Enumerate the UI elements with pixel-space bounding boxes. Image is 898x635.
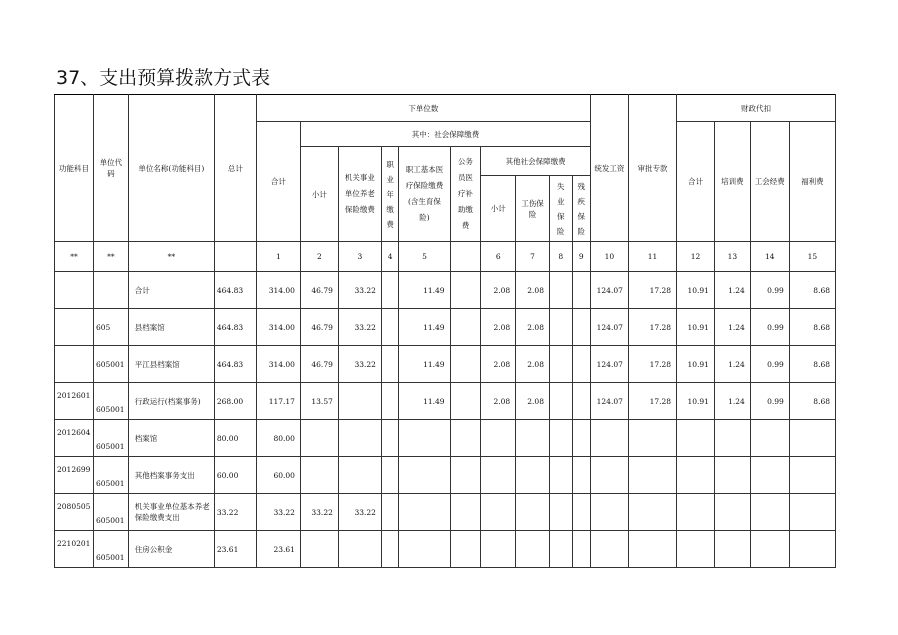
cell-c4 [381, 309, 398, 346]
header-other-ss: 其他社会保障缴费 [481, 147, 591, 176]
cell-c2: 13.57 [300, 383, 338, 420]
cell-c13: 1.24 [714, 346, 750, 383]
cell-c7 [516, 494, 550, 531]
index-cell: 11 [628, 242, 676, 272]
cell-c15: 8.68 [789, 383, 835, 420]
header-ss-subtotal: 小计 [300, 147, 338, 242]
header-social-security: 其中：社会保障缴费 [300, 122, 590, 147]
cell-c9 [572, 531, 590, 568]
cell-c11: 17.28 [628, 346, 676, 383]
header-annuity: 职业年缴费 [381, 147, 398, 242]
cell-unit [93, 272, 128, 309]
cell-total: 464.83 [214, 272, 256, 309]
cell-c12: 10.91 [677, 272, 715, 309]
header-training: 培训费 [714, 122, 750, 242]
cell-c2 [300, 457, 338, 494]
header-injury: 工伤保险 [516, 176, 550, 242]
index-cell: 6 [481, 242, 516, 272]
cell-c3: 33.22 [338, 309, 381, 346]
cell-c10 [590, 531, 628, 568]
index-cell: 10 [590, 242, 628, 272]
cell-c6 [481, 531, 516, 568]
cell-c7: 2.08 [516, 346, 550, 383]
index-cell: 13 [714, 242, 750, 272]
cell-unit: 605001 [93, 457, 128, 494]
cell-name: 档案馆 [128, 420, 214, 457]
cell-c8 [549, 346, 572, 383]
cell-c13 [714, 531, 750, 568]
index-row [55, 242, 836, 272]
cell-c6: 2.08 [481, 272, 516, 309]
cell-c4 [381, 272, 398, 309]
index-cell: ** [128, 242, 214, 272]
cell-c9 [572, 420, 590, 457]
cell-c1: 117.17 [256, 383, 300, 420]
cell-func [55, 309, 94, 346]
cell-c14 [750, 420, 789, 457]
table-row [55, 494, 836, 531]
cell-c3 [338, 420, 381, 457]
cell-cx [450, 346, 481, 383]
cell-c3: 33.22 [338, 494, 381, 531]
cell-func [55, 346, 94, 383]
cell-c8 [549, 457, 572, 494]
cell-total: 464.83 [214, 346, 256, 383]
cell-func: 2210201 [55, 531, 94, 568]
header-welfare: 福利费 [789, 122, 835, 242]
cell-c10: 124.07 [590, 383, 628, 420]
page-title: 37、支出预算拨款方式表 [56, 67, 271, 89]
cell-c10: 124.07 [590, 346, 628, 383]
cell-c7 [516, 420, 550, 457]
cell-cx [450, 383, 481, 420]
cell-name: 机关事业单位基本养老保险缴费支出 [128, 494, 214, 531]
cell-func [55, 272, 94, 309]
cell-c6 [481, 494, 516, 531]
cell-unit: 605001 [93, 420, 128, 457]
index-cell: 1 [256, 242, 300, 272]
cell-c6: 2.08 [481, 383, 516, 420]
cell-c15 [789, 457, 835, 494]
cell-c3: 33.22 [338, 272, 381, 309]
cell-total: 268.00 [214, 383, 256, 420]
cell-c1: 80.00 [256, 420, 300, 457]
cell-c10 [590, 494, 628, 531]
cell-c12: 10.91 [677, 383, 715, 420]
cell-c1: 314.00 [256, 309, 300, 346]
table-row [55, 420, 836, 457]
header-medical: 职工基本医疗保险缴费(含生育保险) [399, 147, 450, 242]
cell-c8 [549, 494, 572, 531]
cell-c12 [677, 457, 715, 494]
index-cell: 14 [750, 242, 789, 272]
cell-c8 [549, 531, 572, 568]
cell-c5 [399, 457, 450, 494]
cell-c1: 314.00 [256, 346, 300, 383]
cell-c12: 10.91 [677, 346, 715, 383]
header-total: 总计 [214, 95, 256, 242]
header-unemployment: 失业保险 [549, 176, 572, 242]
cell-c10: 124.07 [590, 309, 628, 346]
header-lower-unit: 下单位数 [256, 95, 590, 122]
header-func-code: 功能科目 [55, 95, 94, 242]
cell-c11 [628, 494, 676, 531]
cell-name: 行政运行(档案事务) [128, 383, 214, 420]
cell-name: 县档案馆 [128, 309, 214, 346]
cell-unit: 605 [93, 309, 128, 346]
cell-c13 [714, 420, 750, 457]
index-cell: 5 [399, 242, 450, 272]
cell-c15 [789, 531, 835, 568]
header-unit-code: 单位代码 [93, 95, 128, 242]
cell-c2: 46.79 [300, 346, 338, 383]
cell-c6 [481, 420, 516, 457]
cell-c14 [750, 494, 789, 531]
header-fiscal: 财政代扣 [677, 95, 836, 122]
cell-total: 23.61 [214, 531, 256, 568]
header-disability: 残疾保险 [572, 176, 590, 242]
cell-c8 [549, 309, 572, 346]
table-body [55, 272, 836, 568]
table-row [55, 457, 836, 494]
cell-total: 464.83 [214, 309, 256, 346]
cell-func: 2080505 [55, 494, 94, 531]
cell-c1: 33.22 [256, 494, 300, 531]
cell-c3: 33.22 [338, 346, 381, 383]
cell-c7 [516, 531, 550, 568]
cell-c1: 60.00 [256, 457, 300, 494]
cell-name: 平江县档案馆 [128, 346, 214, 383]
cell-c14 [750, 531, 789, 568]
index-cell: ** [55, 242, 94, 272]
cell-c10 [590, 420, 628, 457]
index-cell: 9 [572, 242, 590, 272]
cell-c4 [381, 457, 398, 494]
cell-cx [450, 531, 481, 568]
cell-cx [450, 272, 481, 309]
cell-unit: 605001 [93, 383, 128, 420]
index-cell [214, 242, 256, 272]
cell-c2: 33.22 [300, 494, 338, 531]
cell-c12 [677, 494, 715, 531]
cell-c6: 2.08 [481, 309, 516, 346]
index-cell: 8 [549, 242, 572, 272]
header-pension: 机关事业单位养老保险缴费 [338, 147, 381, 242]
cell-c11 [628, 531, 676, 568]
cell-cx [450, 494, 481, 531]
cell-c12 [677, 420, 715, 457]
header-unit-name: 单位名称(功能科目) [128, 95, 214, 242]
cell-cx [450, 309, 481, 346]
table-row [55, 383, 836, 420]
cell-c7: 2.08 [516, 272, 550, 309]
cell-c2: 46.79 [300, 272, 338, 309]
cell-c7: 2.08 [516, 309, 550, 346]
cell-c5 [399, 494, 450, 531]
cell-c12: 10.91 [677, 309, 715, 346]
table-row [55, 272, 836, 309]
cell-c11: 17.28 [628, 309, 676, 346]
index-cell: 2 [300, 242, 338, 272]
cell-c6 [481, 457, 516, 494]
cell-c11 [628, 457, 676, 494]
index-cell: 7 [516, 242, 550, 272]
header-union: 工会经费 [750, 122, 789, 242]
cell-name: 其他档案事务支出 [128, 457, 214, 494]
cell-c10 [590, 457, 628, 494]
cell-c3 [338, 531, 381, 568]
header-lower-total: 合计 [256, 122, 300, 242]
cell-c5 [399, 531, 450, 568]
cell-c2: 46.79 [300, 309, 338, 346]
cell-c9 [572, 457, 590, 494]
cell-c14: 0.99 [750, 346, 789, 383]
cell-c13: 1.24 [714, 272, 750, 309]
cell-c15 [789, 494, 835, 531]
cell-total: 33.22 [214, 494, 256, 531]
header-other-subtotal: 小计 [481, 176, 516, 242]
cell-c5: 11.49 [399, 383, 450, 420]
cell-c9 [572, 383, 590, 420]
cell-c5: 11.49 [399, 346, 450, 383]
budget-table [54, 94, 836, 568]
cell-func: 2012601 [55, 383, 94, 420]
cell-cx [450, 420, 481, 457]
cell-c4 [381, 383, 398, 420]
cell-c8 [549, 383, 572, 420]
cell-c14 [750, 457, 789, 494]
header-civil-medical: 公务员医疗补助缴费 [450, 147, 481, 242]
cell-func: 2012604 [55, 420, 94, 457]
cell-c9 [572, 309, 590, 346]
cell-c8 [549, 420, 572, 457]
cell-c4 [381, 420, 398, 457]
cell-c1: 314.00 [256, 272, 300, 309]
cell-c5 [399, 420, 450, 457]
index-cell: 4 [381, 242, 398, 272]
cell-c10: 124.07 [590, 272, 628, 309]
header-wage: 统发工资 [590, 95, 628, 242]
cell-name: 住房公积金 [128, 531, 214, 568]
cell-unit: 605001 [93, 494, 128, 531]
cell-c13: 1.24 [714, 383, 750, 420]
cell-c2 [300, 420, 338, 457]
cell-c5: 11.49 [399, 272, 450, 309]
cell-c4 [381, 494, 398, 531]
cell-c12 [677, 531, 715, 568]
cell-c13 [714, 457, 750, 494]
cell-c3 [338, 383, 381, 420]
cell-c7 [516, 457, 550, 494]
cell-c9 [572, 494, 590, 531]
cell-c13: 1.24 [714, 309, 750, 346]
table-header [55, 95, 836, 272]
cell-c9 [572, 272, 590, 309]
cell-c15: 8.68 [789, 272, 835, 309]
cell-c7: 2.08 [516, 383, 550, 420]
header-approval: 审批专款 [628, 95, 676, 242]
cell-c8 [549, 272, 572, 309]
table-row [55, 309, 836, 346]
table-row [55, 346, 836, 383]
cell-c15: 8.68 [789, 346, 835, 383]
cell-c3 [338, 457, 381, 494]
cell-cx [450, 457, 481, 494]
cell-func: 2012699 [55, 457, 94, 494]
index-cell: 12 [677, 242, 715, 272]
cell-c11: 17.28 [628, 383, 676, 420]
index-cell [450, 242, 481, 272]
cell-total: 80.00 [214, 420, 256, 457]
cell-c14: 0.99 [750, 383, 789, 420]
index-cell: 3 [338, 242, 381, 272]
cell-c11: 17.28 [628, 272, 676, 309]
cell-c4 [381, 346, 398, 383]
cell-name: 合计 [128, 272, 214, 309]
cell-c2 [300, 531, 338, 568]
header-fiscal-total: 合计 [677, 122, 715, 242]
cell-c9 [572, 346, 590, 383]
cell-c14: 0.99 [750, 272, 789, 309]
cell-c11 [628, 420, 676, 457]
cell-c5: 11.49 [399, 309, 450, 346]
index-cell: 15 [789, 242, 835, 272]
cell-c13 [714, 494, 750, 531]
cell-unit: 605001 [93, 346, 128, 383]
table-row [55, 531, 836, 568]
cell-c15 [789, 420, 835, 457]
cell-c4 [381, 531, 398, 568]
cell-total: 60.00 [214, 457, 256, 494]
cell-c15: 8.68 [789, 309, 835, 346]
cell-c1: 23.61 [256, 531, 300, 568]
cell-c14: 0.99 [750, 309, 789, 346]
cell-c6: 2.08 [481, 346, 516, 383]
cell-unit: 605001 [93, 531, 128, 568]
index-cell: ** [93, 242, 128, 272]
